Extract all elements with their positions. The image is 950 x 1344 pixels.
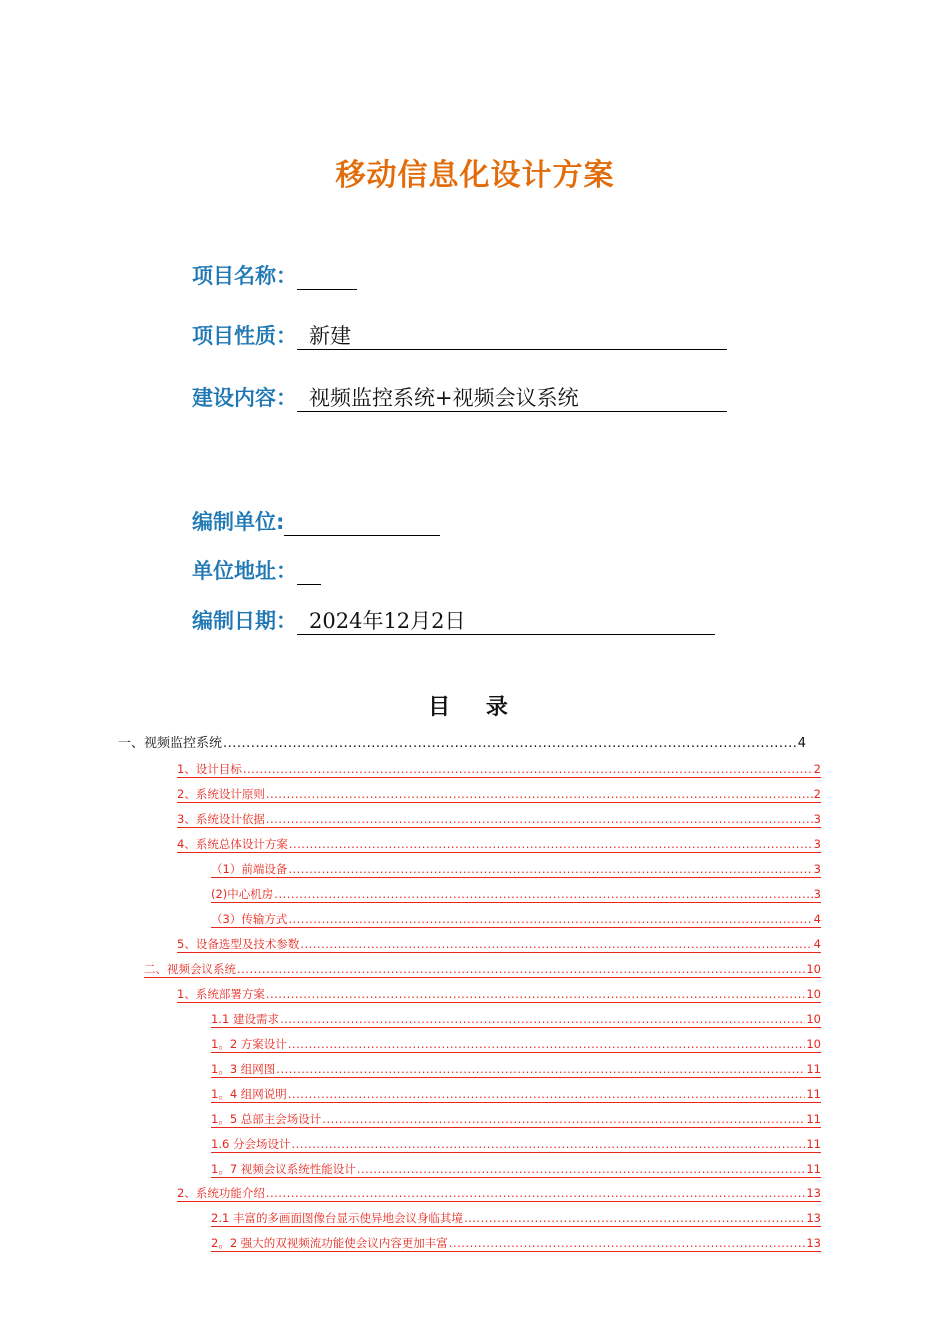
toc-entry-text: (2)中心机房 [211, 887, 274, 901]
toc-entry-text: 一、视频监控系统 [118, 736, 223, 751]
toc-entry-text: （1）前端设备 [211, 862, 288, 876]
toc-entry-page: 13 [806, 1211, 821, 1225]
toc-entry-text: 2。2 强大的双视频流功能使会议内容更加丰富 [211, 1236, 448, 1250]
toc-entry-page: 4 [797, 736, 806, 751]
toc-entry[interactable] [177, 934, 821, 953]
toc-entry[interactable] [211, 1233, 821, 1252]
field-label: 项目名称： [192, 264, 297, 288]
toc-entry-text: 1、设计目标 [177, 762, 242, 776]
toc-entry-page: 11 [806, 1162, 821, 1176]
toc-entry-text: 5、设备选型及技术参数 [177, 937, 300, 951]
toc-entry-page: 10 [806, 987, 821, 1001]
toc-entry-text: 1。2 方案设计 [211, 1037, 287, 1051]
toc-entry-text: 1、系统部署方案 [177, 987, 265, 1001]
toc-entry[interactable] [177, 984, 821, 1003]
toc-entry[interactable] [144, 959, 821, 978]
field-unit-address [192, 553, 321, 585]
field-value [284, 508, 440, 536]
toc-entry-page: 2 [813, 787, 821, 801]
field-value: 视频监控系统+视频会议系统 [297, 384, 727, 412]
toc-entry-page: 3 [813, 862, 821, 876]
toc-entry-text: 1。5 总部主会场设计 [211, 1112, 322, 1126]
field-compiling-unit [192, 504, 440, 536]
toc-entry-page: 10 [806, 1037, 821, 1051]
toc-entry[interactable] [177, 1183, 821, 1202]
toc-entry-page: 4 [813, 937, 821, 951]
toc-entry-text: 4、系统总体设计方案 [177, 837, 288, 851]
field-compiling-date [192, 603, 715, 635]
toc-entry-text: 3、系统设计依据 [177, 812, 265, 826]
toc-entry[interactable] [118, 734, 806, 752]
toc-entry[interactable] [177, 759, 821, 778]
toc-entry[interactable] [211, 1134, 821, 1153]
toc-entry-page: 13 [806, 1236, 821, 1250]
field-project-name [192, 258, 357, 290]
toc-entry-text: 2.1 丰富的多画面图像台显示使异地会议身临其境 [211, 1211, 463, 1225]
toc-entry-page: 11 [806, 1137, 821, 1151]
toc-entry-text: 1.6 分会场设计 [211, 1137, 291, 1151]
toc-entry-text: 2、系统功能介绍 [177, 1186, 265, 1200]
toc-entry[interactable] [177, 834, 821, 853]
field-label: 编制单位: [192, 510, 285, 534]
toc-entry[interactable] [211, 909, 821, 928]
toc-entry-text: 1.1 建设需求 [211, 1012, 279, 1026]
toc-entry[interactable] [211, 1208, 821, 1227]
field-label: 单位地址： [192, 559, 297, 583]
toc-entry-text: 1。4 组网说明 [211, 1087, 287, 1101]
toc-entry[interactable] [211, 1084, 821, 1103]
toc-entry-text: 1。3 组网图 [211, 1062, 276, 1076]
document-title: 移动信息化设计方案 [335, 158, 615, 193]
toc-entry[interactable] [211, 884, 821, 903]
toc-entry-text: 1。7 视频会议系统性能设计 [211, 1162, 356, 1176]
toc-entry-page: 4 [813, 912, 821, 926]
toc-entry-page: 11 [806, 1112, 821, 1126]
toc-entry[interactable] [211, 1059, 821, 1078]
toc-entry-page: 3 [813, 812, 821, 826]
toc-entry-page: 11 [806, 1062, 821, 1076]
toc-entry[interactable] [211, 859, 821, 878]
toc-entry-text: 2、系统设计原则 [177, 787, 265, 801]
toc-entry[interactable] [177, 784, 821, 803]
field-value [297, 262, 357, 290]
toc-entry-text: （3）传输方式 [211, 912, 288, 926]
field-label: 项目性质： [192, 324, 297, 348]
toc-entry[interactable] [177, 809, 821, 828]
field-label: 编制日期： [192, 609, 297, 633]
field-construction-content [192, 380, 727, 412]
toc-heading: 目 录 [428, 695, 522, 720]
toc-entry-page: 3 [813, 837, 821, 851]
toc-entry[interactable] [211, 1109, 821, 1128]
toc-entry-page: 3 [813, 887, 821, 901]
toc-entry-page: 2 [813, 762, 821, 776]
field-value: 新建 [297, 322, 727, 350]
field-value: 2024年12月2日 [297, 607, 715, 635]
field-label: 建设内容： [192, 386, 297, 410]
toc-entry-page: 10 [806, 1012, 821, 1026]
toc-entry-page: 11 [806, 1087, 821, 1101]
field-value [297, 557, 321, 585]
toc-entry-page: 13 [806, 1186, 821, 1200]
toc-entry[interactable] [211, 1009, 821, 1028]
toc-entry[interactable] [211, 1159, 821, 1178]
toc-entry-text: 二、视频会议系统 [144, 962, 236, 976]
toc-entry-page: 10 [806, 962, 821, 976]
field-project-nature [192, 318, 727, 350]
toc-entry[interactable] [211, 1034, 821, 1053]
